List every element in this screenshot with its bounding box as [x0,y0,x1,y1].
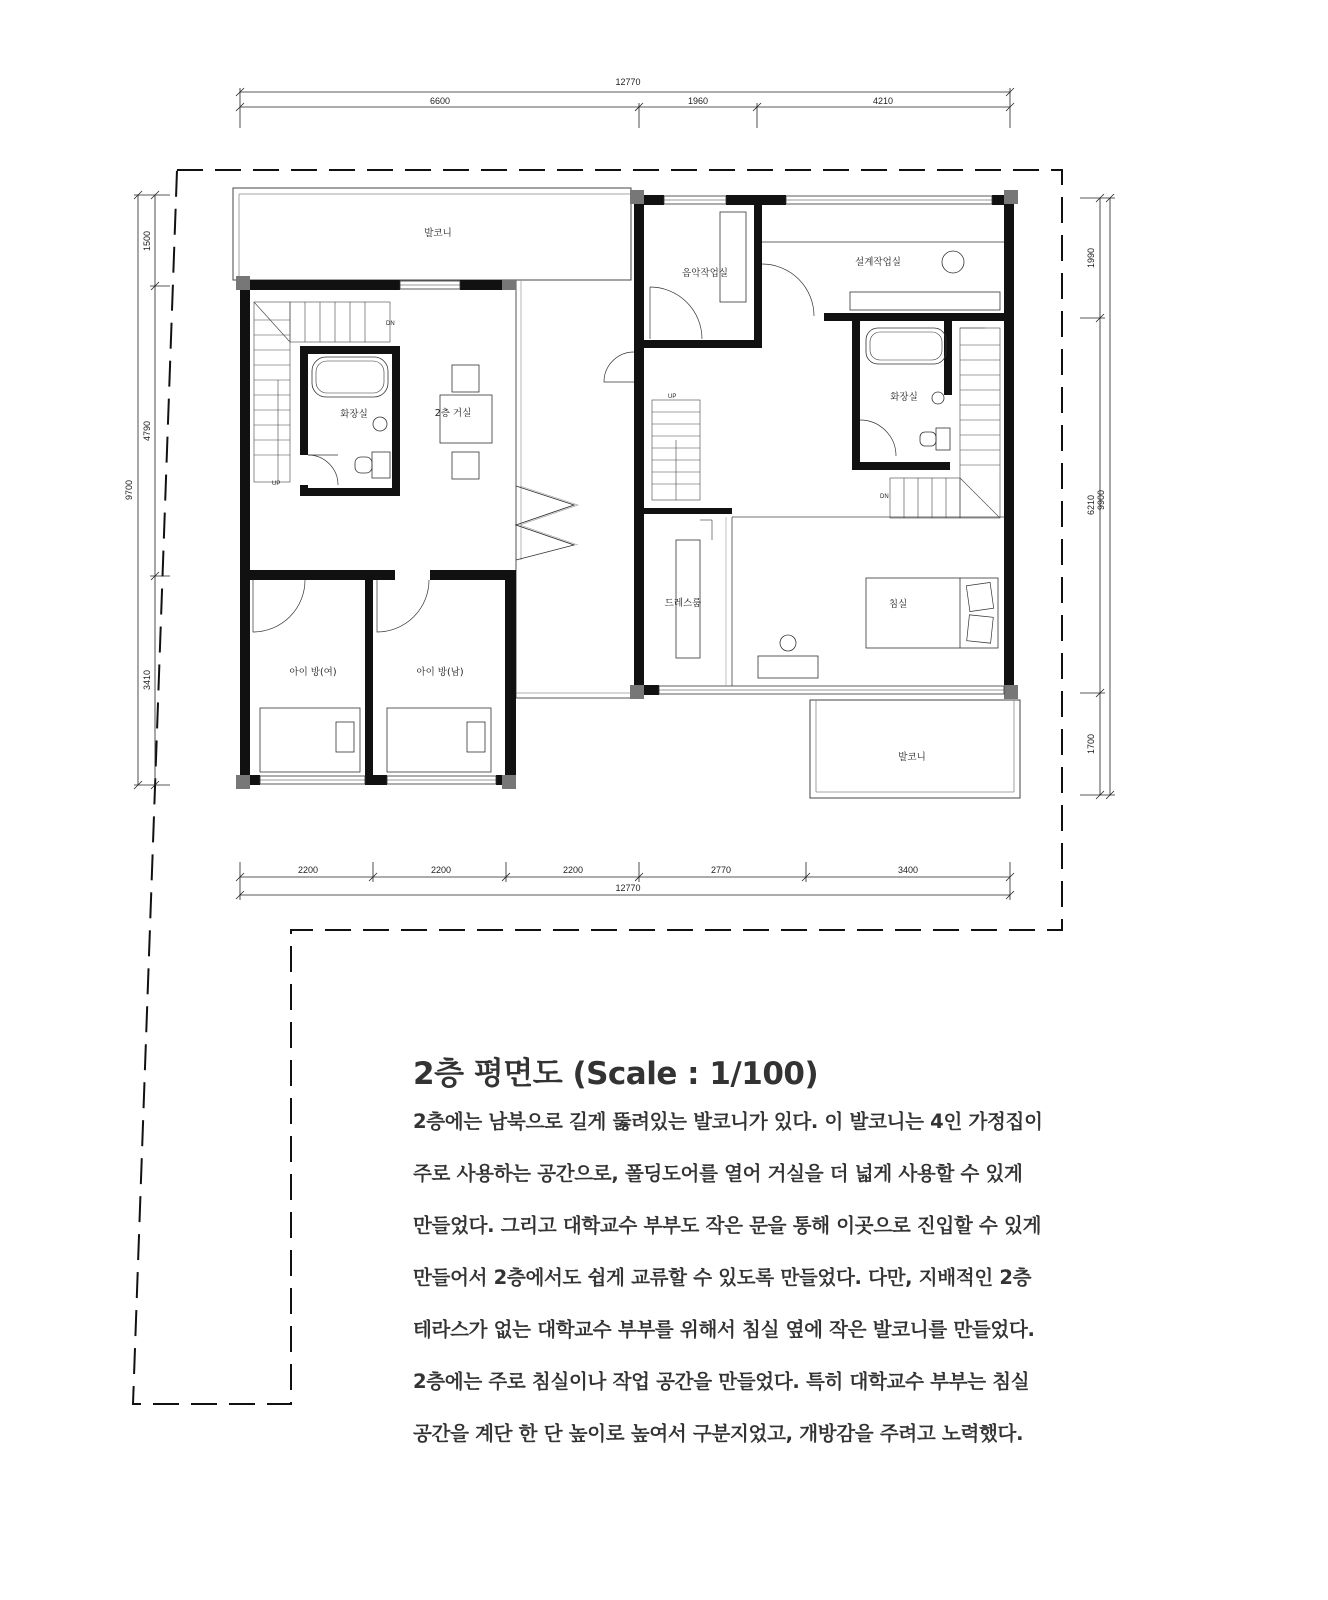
room-label-dress-room: 드레스룸 [664,598,702,609]
room-label-bathroom-left: 화장실 [340,409,368,420]
dim-right-seg-3: 1700 [1086,733,1096,755]
dim-bottom-seg-3: 2200 [562,865,584,875]
dim-top-total: 12770 [615,77,641,87]
room-label-bedroom: 침실 [888,599,908,610]
room-label-balcony-south: 발코니 [898,752,926,763]
dim-right-total: 9900 [1096,489,1106,511]
stair-label-right-dn: DN [880,494,889,500]
description-line-3: 만들었다. 그리고 대학교수 부부도 작은 문을 통해 이곳으로 진입할 수 있게 [413,1214,1042,1237]
bathtub-left [312,357,388,397]
description-block [413,1048,1293,1471]
sink-left [373,417,387,431]
room-label-balcony-north: 발코니 [424,228,452,239]
dim-right-seg-2: 6210 [1086,494,1096,516]
dim-bottom-seg-2: 2200 [430,865,452,875]
description-line-2: 주로 사용하는 공간으로, 폴딩도어를 열어 거실을 더 넓게 사용할 수 있게 [413,1162,1023,1185]
description-line-5: 테라스가 없는 대학교수 부부를 위해서 침실 옆에 작은 발코니를 만들었다. [413,1318,1035,1341]
dim-bottom-seg-4: 2770 [710,865,732,875]
dim-right-seg-1: 1990 [1086,247,1096,269]
description-line-6: 2층에는 주로 침실이나 작업 공간을 만들었다. 특히 대학교수 부부는 침실 [413,1370,1030,1393]
stair-label-left-up: UP [272,481,281,487]
plan-title: 2층 평면도 (Scale : 1/100) [413,1056,819,1092]
room-label-child-boy: 아이 방(남) [416,667,464,678]
room-label-child-girl: 아이 방(여) [289,667,337,678]
room-label-music-studio: 음악작업실 [682,268,728,279]
description-line-4: 만들어서 2층에서도 쉽게 교류할 수 있도록 만들었다. 다만, 지배적인 2층 [413,1266,1032,1289]
description-line-1: 2층에는 남북으로 길게 뚫려있는 발코니가 있다. 이 발코니는 4인 가정집이 [413,1110,1043,1133]
dim-left-total: 9700 [124,479,134,501]
dim-bottom-seg-1: 2200 [297,865,319,875]
room-label-bathroom-right: 화장실 [890,392,918,403]
stair-label-left-dn: DN [386,321,395,327]
left-unit [233,188,631,789]
description-line-7: 공간을 계단 한 단 높이로 높여서 구분지었고, 개방감을 주려고 노력했다. [413,1422,1024,1445]
dim-left-seg-3: 3410 [142,669,152,691]
folding-door [516,486,574,560]
dim-bottom-total: 12770 [615,883,641,893]
dim-top-seg-1: 6600 [429,96,451,106]
dim-left-seg-2: 4790 [142,420,152,442]
balcony-south [810,700,1020,798]
dim-top-seg-2: 1960 [687,96,709,106]
stair-label-center-up: UP [668,394,677,400]
dim-bottom-seg-5: 3400 [897,865,919,875]
dim-left-seg-1: 1500 [142,230,152,252]
room-label-design-studio: 설계작업실 [855,257,901,268]
bed [866,578,998,648]
dim-top-seg-3: 4210 [872,96,894,106]
right-unit [598,190,1020,798]
room-label-living-room: 2층 거실 [434,408,472,419]
